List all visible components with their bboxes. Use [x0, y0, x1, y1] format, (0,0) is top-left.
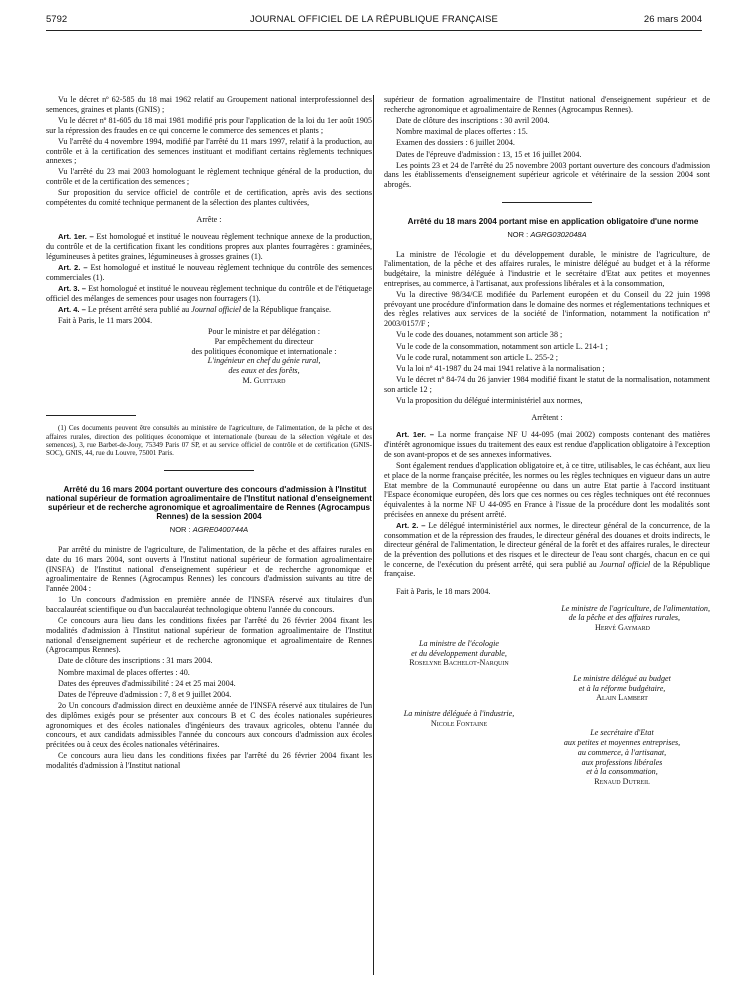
paragraph: Les points 23 et 24 de l'arrêté du 25 novembre 2003 portant ouverture des concours d'admission dans les établissements d'enseignement supérieur agricole et vétérinaire de la session 2004 sont abrogés.	[384, 160, 710, 190]
article: Art. 1er. – La norme française NF U 44-095 (mai 2002) composts contenant des matières d'intérêt agronomique issues du traitement des eaux est rendue d'application obligatoire à l'exception de son avant-propos et de ses annexes informatives.	[384, 430, 710, 459]
fait-date: Fait à Paris, le 11 mars 2004.	[58, 316, 153, 326]
paragraph: 2o Un concours d'admission direct en deuxième année de l'INSFA réservé aux titulaires de l'un des diplômes exigés pour se présenter aux concours B et C des écoles nationales supérieures agronomiques et des écoles nationales d'ingénieurs des travaux agricoles, obtenu l'année du concours, et aux candidats admissibles l'année du concours aux concours d'admission aux écoles précitées ou à ceux des écoles nationales vétérinaires.	[46, 701, 372, 750]
article-label: Art. 4. –	[58, 304, 86, 314]
page-number: 5792	[46, 14, 68, 25]
nor-reference: NOR : AGRG0302048A	[507, 230, 587, 240]
footnote: (1) Ces documents peuvent être consultés au ministère de l'agriculture, de l'alimentation, de la pêche et des affaires rurales, direction des politiques économique et internationale (bureau de la sélection végétale et des semences), 3, rue Barbet-de-Jouy, 75349 Paris 07 SP, et au service officiel de contrôle et de certification (GNIS-SOC), GNIS, 44, rue du Louvre, 75001 Paris.	[46, 424, 372, 458]
paragraph: 1o Un concours d'admission en première année de l'INSFA réservé aux titulaires d'un baccalauréat scientifique ou d'un baccalauréat technologique obtenu l'année du concours.	[46, 595, 372, 614]
visa: Vu le décret nº 81-605 du 18 mai 1981 modifié pris pour l'application de la loi du 1er août 1905 sur la répression des fraudes en ce qui concerne le commerce des semences et plants ;	[46, 115, 372, 135]
paragraph: Nombre maximal de places offertes : 40.	[58, 667, 190, 677]
paragraph: Vu le décret nº 84-74 du 26 janvier 1984 modifié fixant le statut de la normalisation, notamment son article 12 ;	[384, 375, 710, 394]
signature-block: Pour le ministre et par délégation : Par empêchement du directeur des politiques économique et internationale : L'ingénieur en chef du génie rural, des eaux et des forêts, M. Guittard	[156, 327, 372, 385]
paragraph: Vu le code rural, notamment son article L. 255-2 ;	[396, 352, 559, 362]
section-separator	[502, 202, 592, 203]
paragraph: Examen des dossiers : 6 juillet 2004.	[396, 138, 515, 148]
issue-date: 26 mars 2004	[643, 14, 702, 25]
article-text: Est homologué et institué le nouveau règlement technique annexe de la production, du contrôle et de la certification fixant les conditions propres aux plantes fourragères : graminées, légumineuses à petites graines, légumineuses à grosses graines (1).	[46, 232, 372, 261]
right-column	[384, 95, 710, 787]
footnote-rule	[46, 415, 136, 416]
header-rule	[46, 30, 702, 31]
signature-agriculture: Le ministre de l'agriculture, de l'alimentation, de la pêche et des affaires rurales, Hervé Gaymard	[561, 603, 710, 633]
article-label: Art. 2. –	[58, 263, 88, 273]
article: Art. 2. – Le délégué interministériel aux normes, le directeur général de la concurrence, de la consommation et de la répression des fraudes, le directeur général des douanes et droits indirects, le directeur général de l'alimentation, le directeur général de la forêt et des affaires rurales, le directeur de la prévention des pollutions et des risques et le directeur de l'eau sont chargés, chacun en ce qui le concerne, de l'exécution du présent arrêté, qui sera publié au Journal officiel de la République française.	[384, 520, 710, 579]
article-label: Art. 3. –	[58, 283, 87, 293]
paragraph: Dates de l'épreuve d'admission : 7, 8 et 9 juillet 2004.	[58, 690, 232, 700]
paragraph: Par arrêté du ministre de l'agriculture, de l'alimentation, de la pêche et des affaires rurales en date du 16 mars 2004, sont ouverts à l'Institut national supérieur de formation agroalimentaire (INSFA) de l'Institut national d'enseignement supérieur et de recherche agronomique et agroalimentaire de Rennes (Agrocampus Rennes) les concours d'admission suivants au titre de l'année 2004 :	[46, 545, 372, 593]
arretent-heading: Arrêtent :	[531, 413, 563, 423]
section-separator	[164, 470, 254, 471]
article: Art. 4. – Le présent arrêté sera publié au Journal officiel de la République française.	[58, 304, 332, 314]
article	[46, 232, 372, 261]
journal-title: JOURNAL OFFICIEL DE LA RÉPUBLIQUE FRANÇAISE	[249, 14, 499, 25]
paragraph: Date de clôture des inscriptions : 30 avril 2004.	[396, 115, 550, 125]
paragraph: Vu la proposition du délégué interministériel aux normes,	[396, 396, 583, 406]
signature-industrie: La ministre déléguée à l'industrie, Nicole Fontaine	[403, 709, 515, 728]
visa: Vu l'arrêté du 4 novembre 1994, modifié par l'arrêté du 11 mars 1997, relatif à la production, au contrôle et à la certification des semences instituant et modifiant certains règlements techniques annexes ;	[46, 136, 372, 166]
article-text: Est homologué et institué le nouveau règlement technique du contrôle des semences commerciales (1).	[46, 263, 372, 282]
paragraph: Vu le code des douanes, notamment son article 38 ;	[396, 330, 563, 340]
paragraph: supérieur de formation agroalimentaire de l'Institut national d'enseignement supérieur et de recherche agronomique et agroalimentaire de Rennes (Agrocampus Rennes).	[384, 95, 710, 114]
paragraph: Dates des épreuves d'admissibilité : 24 et 25 mai 2004.	[58, 678, 236, 688]
decree-title: Arrêté du 16 mars 2004 portant ouverture des concours d'admission à l'Institut national supérieur de formation agroalimentaire de l'Institut national d'enseignement supérieur et de recherche agronomique et agroalimentaire de Rennes (Agrocampus Rennes) de la session 2004	[46, 484, 372, 522]
column-divider	[373, 95, 374, 975]
paragraph: Vu le code de la consommation, notamment son article L. 214-1 ;	[396, 341, 608, 351]
visa: Vu l'arrêté du 23 mai 2003 homologuant le règlement technique général de la production, du contrôle et de la certification des semences ;	[46, 167, 372, 187]
article	[46, 263, 372, 282]
article	[46, 284, 372, 303]
signature-budget: Le ministre délégué au budget et à la réforme budgétaire, Alain Lambert	[573, 673, 671, 703]
paragraph: Dates de l'épreuve d'admission : 13, 15 et 16 juillet 2004.	[396, 149, 582, 159]
paragraph: Vu la directive 98/34/CE modifiée du Parlement européen et du Conseil du 22 juin 1998 prévoyant une procédure d'information dans le domaine des normes et réglementations techniques et des règles relatives aux services de la société de l'information, notamment la notification nº 2003/0157/F ;	[384, 290, 710, 329]
paragraph: Ce concours aura lieu dans les conditions fixées par l'arrêté du 26 février 2004 fixant les modalités d'admission à l'Institut national	[46, 751, 372, 770]
paragraph: Sont également rendues d'application obligatoire et, à ce titre, utilisables, le cas échéant, aux lieu et place de la norme française précitée, les normes ou les règles techniques en vigueur dans un autre Etat membre de la Communauté européenne ou dans un autre Etat partie à l'accord instituant l'Espace économique européen, dès lors que ces normes ou ces règles techniques ont été reconnues équivalentes à la norme NF U 44-095 en France à l'issue de la procédure dont les modalités sont précisées en annexe du présent arrêté.	[384, 461, 710, 519]
paragraph: Date de clôture des inscriptions : 31 mars 2004.	[58, 656, 213, 666]
paragraph: Vu la loi nº 41-1987 du 24 mai 1941 relative à la normalisation ;	[396, 363, 605, 373]
page-header	[46, 14, 702, 28]
nor-reference: NOR : AGRE0400744A	[169, 525, 249, 535]
paragraph: Nombre maximal de places offertes : 15.	[396, 127, 528, 137]
fait-date: Fait à Paris, le 18 mars 2004.	[396, 586, 491, 596]
paragraph: La ministre de l'écologie et du développement durable, le ministre de l'agriculture, de l'alimentation, de la pêche et des affaires rurales, le ministre délégué au budget et à la réforme budgétaire, la ministre déléguée à l'industrie et le secrétaire d'Etat aux petites et moyennes entreprises, au commerce, à l'artisanat, aux professions libérales et à la consommation,	[384, 249, 710, 288]
decree-title: Arrêté du 18 mars 2004 portant mise en application obligatoire d'une norme	[407, 216, 699, 226]
signature-ecologie: La ministre de l'écologie et du développement durable, Roselyne Bachelot-Narquin	[409, 638, 509, 668]
article-label: Art. 1er. –	[58, 232, 94, 242]
visa: Vu le décret nº 62-585 du 18 mai 1962 relatif au Groupement national interprofessionnel des semences, graines et plants (GNIS) ;	[46, 95, 372, 114]
article-text: Est homologué et institué le nouveau règlement technique du contrôle et de l'étiquetage officiel des mélanges de semences pour usages non fourragers (1).	[46, 283, 372, 303]
signature-pme: Le secrétaire d'Etat aux petites et moyennes entreprises, au commerce, à l'artisanat, aux professions libérales et à la consommation, Renaud Dutreil	[563, 728, 681, 786]
paragraph: Ce concours aura lieu dans les conditions fixées par l'arrêté du 26 février 2004 fixant les modalités d'admission à l'Institut national supérieur de formation agroalimentaire de l'Institut national d'enseignement supérieur et de recherche agronomique et agroalimentaire de Rennes (Agrocampus Rennes).	[46, 616, 372, 655]
arrete-heading: Arrête :	[196, 215, 222, 225]
signatory-name: M. Guittard	[242, 375, 286, 385]
left-column	[46, 95, 372, 772]
visa: Sur proposition du service officiel de contrôle et de certification, après avis des sections compétentes du comité technique permanent de la sélection des plantes cultivées,	[46, 188, 372, 208]
